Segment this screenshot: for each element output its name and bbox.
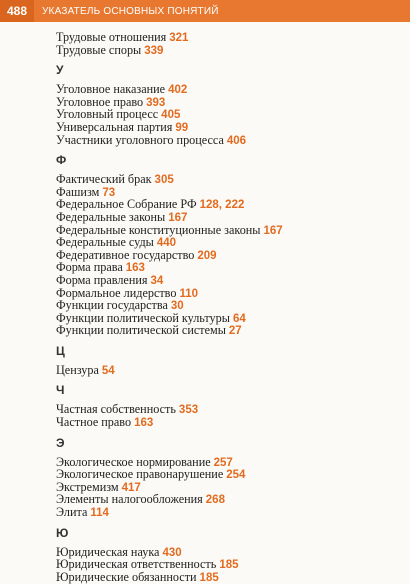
entry-page-refs: 185 bbox=[199, 571, 219, 584]
entry-term: Федеральные законы bbox=[56, 209, 166, 224]
index-entry bbox=[56, 134, 356, 147]
entry-page-refs: 167 bbox=[168, 211, 188, 224]
index-body bbox=[56, 31, 356, 583]
entry-term: Уголовное наказание bbox=[56, 82, 166, 97]
entry-term: Функции государства bbox=[56, 298, 168, 313]
entry-page-refs: 64 bbox=[232, 312, 246, 325]
entry-page-refs: 402 bbox=[168, 84, 188, 97]
entry-term: Федеральные суды bbox=[56, 235, 154, 250]
running-title: УКАЗАТЕЛЬ ОСНОВНЫХ ПОНЯТИЙ bbox=[42, 5, 219, 17]
section-letter: Ц bbox=[56, 343, 65, 358]
entry-term: Трудовые отношения bbox=[56, 30, 167, 44]
entry-page-refs: 27 bbox=[228, 325, 242, 338]
entry-page-refs: 209 bbox=[197, 249, 217, 262]
index-entry bbox=[56, 506, 356, 519]
entry-page-refs: 128, 222 bbox=[199, 199, 245, 212]
entry-page-refs: 353 bbox=[178, 404, 199, 417]
index-entry bbox=[56, 416, 356, 429]
entry-term: Универсальная партия bbox=[56, 119, 173, 134]
entry-page-refs: 185 bbox=[219, 559, 239, 572]
entry-page-refs: 30 bbox=[170, 300, 184, 313]
entry-term: Федеративное государство bbox=[56, 247, 195, 262]
index-section bbox=[56, 382, 356, 428]
entry-term: Формальное лидерство bbox=[56, 285, 177, 300]
entry-term: Частное право bbox=[56, 415, 132, 430]
entry-page-refs: 305 bbox=[154, 174, 174, 187]
page-number: 488 bbox=[0, 0, 34, 22]
entry-page-refs: 54 bbox=[101, 364, 115, 377]
entry-page-refs: 321 bbox=[169, 32, 189, 44]
index-section bbox=[56, 525, 356, 584]
index-section bbox=[56, 62, 356, 146]
entry-page-refs: 110 bbox=[179, 287, 199, 300]
index-section bbox=[56, 435, 356, 519]
entry-page-refs: 163 bbox=[125, 262, 145, 275]
entry-page-refs: 257 bbox=[213, 456, 233, 469]
entry-term: Экологическое нормирование bbox=[56, 454, 211, 469]
section-letter: Ф bbox=[56, 153, 67, 168]
entry-page-refs: 114 bbox=[90, 507, 109, 520]
index-section bbox=[56, 152, 356, 337]
entry-page-refs: 99 bbox=[175, 121, 189, 134]
entry-term: Элита bbox=[56, 505, 88, 520]
entry-term: Федеральное Собрание РФ bbox=[56, 197, 197, 212]
entry-page-refs: 440 bbox=[156, 237, 177, 250]
entry-page-refs: 430 bbox=[162, 546, 182, 559]
index-entry bbox=[56, 173, 356, 186]
entry-term: Экстремизм bbox=[56, 479, 119, 494]
index-entry bbox=[56, 571, 356, 584]
entry-term: Уголовное право bbox=[56, 94, 144, 109]
section-letter: Ч bbox=[56, 383, 65, 398]
entry-term: Частная собственность bbox=[56, 402, 176, 417]
entry-page-refs: 393 bbox=[146, 96, 166, 109]
entry-term: Цензура bbox=[56, 362, 99, 377]
entry-page-refs: 34 bbox=[150, 274, 164, 287]
entry-term: Функции политической культуры bbox=[56, 310, 230, 325]
section-letter: У bbox=[56, 63, 64, 78]
entry-term: Федеральные конституционные законы bbox=[56, 222, 261, 237]
index-entry bbox=[56, 44, 356, 57]
entry-term: Форма права bbox=[56, 260, 123, 275]
entry-term: Юридические обязанности bbox=[56, 569, 197, 584]
index-entry bbox=[56, 493, 356, 506]
index-section bbox=[56, 31, 356, 56]
entry-term: Форма правления bbox=[56, 272, 148, 287]
entry-page-refs: 417 bbox=[121, 481, 141, 494]
entry-term: Юридическая ответственность bbox=[56, 557, 217, 572]
entry-term: Уголовный процесс bbox=[56, 107, 159, 122]
entry-page-refs: 73 bbox=[102, 186, 116, 199]
entry-page-refs: 406 bbox=[226, 134, 247, 147]
section-letter: Э bbox=[56, 435, 65, 450]
entry-term: Экологическое правонарушение bbox=[56, 467, 224, 482]
entry-page-refs: 268 bbox=[205, 494, 225, 507]
entry-term: Трудовые споры bbox=[56, 42, 142, 57]
page-header bbox=[0, 0, 410, 22]
entry-term: Юридическая наука bbox=[56, 544, 160, 559]
entry-page-refs: 167 bbox=[263, 224, 283, 237]
entry-term: Фактический брак bbox=[56, 172, 152, 187]
entry-term: Элементы налогообложения bbox=[56, 492, 203, 507]
entry-page-refs: 339 bbox=[144, 44, 164, 57]
entry-page-refs: 163 bbox=[134, 417, 154, 430]
index-entry bbox=[56, 364, 356, 377]
entry-term: Участники уголовного процесса bbox=[56, 132, 224, 147]
index-entry bbox=[56, 324, 356, 337]
entry-term: Функции политической системы bbox=[56, 323, 226, 338]
index-section bbox=[56, 343, 356, 377]
entry-term: Фашизм bbox=[56, 184, 100, 199]
entry-page-refs: 254 bbox=[226, 469, 246, 482]
section-letter: Ю bbox=[56, 525, 69, 540]
entry-page-refs: 405 bbox=[161, 109, 181, 122]
